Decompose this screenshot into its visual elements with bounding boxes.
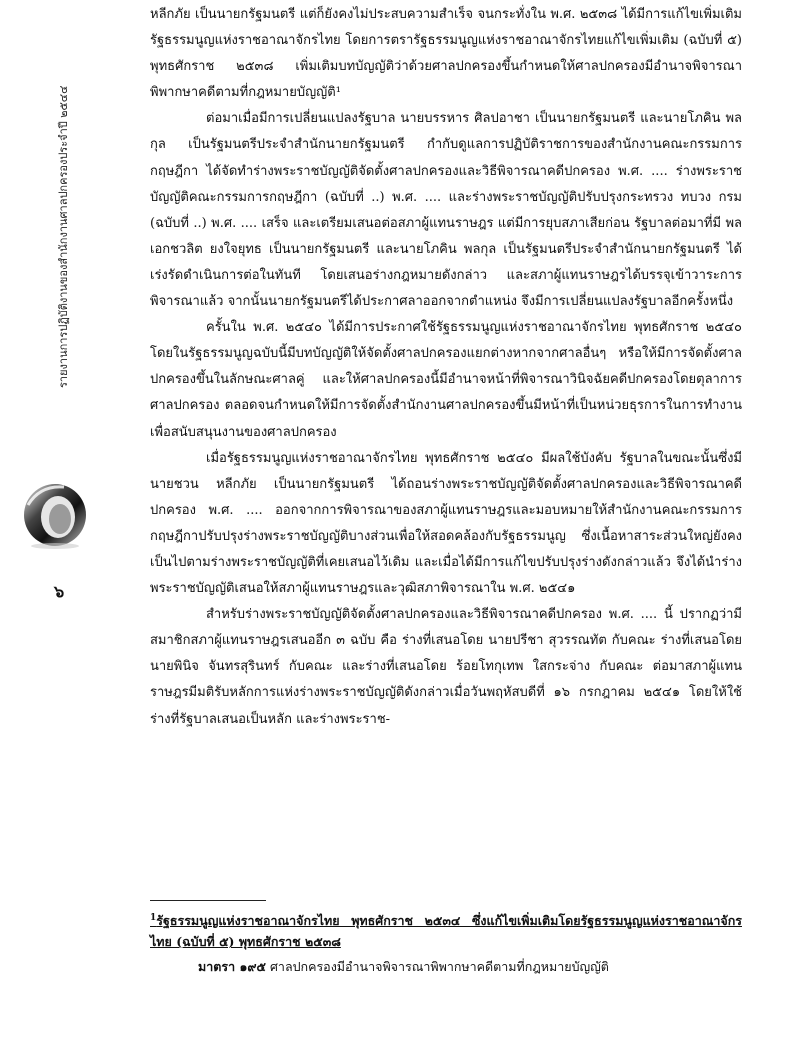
footnote-article-text: ศาลปกครองมีอำนาจพิจารณาพิพากษาคดีตามที่กฎหมายบัญญัติ (266, 959, 609, 975)
footnote-title (150, 908, 742, 952)
footnote-article-label: มาตรา ๑๙๕ (198, 959, 267, 975)
footnotes (150, 908, 742, 977)
paragraph-1: หลีกภัย เป็นนายกรัฐมนตรี แต่ก็ยังคงไม่ประสบความสำเร็จ จนกระทั่งใน พ.ศ. ๒๕๓๘ ได้มีการแก้ไขเพิ่มเติมรัฐธรรมนูญแห่งราชอาณาจักรไทย โดยการตรารัฐธรรมนูญแห่งราชอาณาจักรไทยแก้ไขเพิ่มเติม (ฉบับที่ ๕) พุทธศักราช ๒๕๓๘ เพิ่มเติมบทบัญญัติว่าด้วยศาลปกครองขึ้นกำหนดให้ศาลปกครองมีอำนาจพิจารณาพิพากษาคดีตามที่กฎหมายบัญญัติ¹ (150, 7, 742, 101)
footnote-title-text: รัฐธรรมนูญแห่งราชอาณาจักรไทย พุทธศักราช ๒๕๓๔ ซึ่งแก้ไขเพิ่มเติมโดยรัฐธรรมนูญแห่งราชอาณาจักรไทย (ฉบับที่ ๕) พุทธศักราช ๒๕๓๘ (150, 913, 742, 950)
body-text (150, 2, 742, 733)
paragraph-4: เมื่อรัฐธรรมนูญแห่งราชอาณาจักรไทย พุทธศักราช ๒๕๔๐ มีผลใช้บังคับ รัฐบาลในขณะนั้นซึ่งมีนายชวน หลีกภัย เป็นนายกรัฐมนตรี ได้ถอนร่างพระราชบัญญัติจัดตั้งศาลปกครองและวิธีพิจารณาคดีปกครอง พ.ศ. .... ออกจากการพิจารณาของสภาผู้แทนราษฎรและมอบหมายให้สำนักงานคณะกรรมการกฤษฎีกาปรับปรุงร่างพระราชบัญญัติบางส่วนเพื่อให้สอดคล้องกับรัฐธรรมนูญ ซึ่งเนื้อหาสาระส่วนใหญ่ยังคงเป็นไปตามร่างพระราชบัญญัติที่เคยเสนอไว้เดิม และเมื่อได้มีการแก้ไขปรับปรุงร่างดังกล่าวแล้ว จึงได้นำร่างพระราชบัญญัติเสนอให้สภาผู้แทนราษฎรและวุฒิสภาพิจารณาใน พ.ศ. ๒๕๔๑ (150, 450, 742, 597)
footnote-article (150, 956, 742, 977)
ring-logo-icon (20, 475, 90, 550)
paragraph-2: ต่อมาเมื่อมีการเปลี่ยนแปลงรัฐบาล นายบรรหาร ศิลปอาชา เป็นนายกรัฐมนตรี และนายโภคิน พลกุล เป็นรัฐมนตรีประจำสำนักนายกรัฐมนตรี กำกับดูแลการปฏิบัติราชการของสำนักงานคณะกรรมการกฤษฎีกา ได้จัดทำร่างพระราชบัญญัติจัดตั้งศาลปกครองและวิธีพิจารณาคดีปกครอง พ.ศ. .... ร่างพระราชบัญญัติคณะกรรมการกฤษฎีกา (ฉบับที่ ..) พ.ศ. .... และร่างพระราชบัญญัติปรับปรุงกระทรวง ทบวง กรม (ฉบับที่ ..) พ.ศ. .... เสร็จ และเตรียมเสนอต่อสภาผู้แทนราษฎร แต่มีการยุบสภาเสียก่อน รัฐบาลต่อมาที่มี พลเอกชวลิต ยงใจยุทธ เป็นนายกรัฐมนตรี และนายโภคิน พลกุล เป็นรัฐมนตรีประจำสำนักนายกรัฐมนตรี ได้เร่งรัดดำเนินการต่อในทันที โดยเสนอร่างกฎหมายดังกล่าว และสภาผู้แทนราษฎรได้บรรจุเข้าวาระการพิจารณาแล้ว จากนั้นนายกรัฐมนตรีได้ประกาศลาออกจากตำแหน่ง จึงมีการเปลี่ยนแปลงรัฐบาลอีกครั้งหนึ่ง (150, 111, 742, 310)
paragraph-5: สำหรับร่างพระราชบัญญัติจัดตั้งศาลปกครองและวิธีพิจารณาคดีปกครอง พ.ศ. .... นี้ ปรากฏว่ามีสมาชิกสภาผู้แทนราษฎรเสนออีก ๓ ฉบับ คือ ร่างที่เสนอโดย นายปรีชา สุวรรณทัต กับคณะ ร่างที่เสนอโดย นายพินิจ จันทรสุรินทร์ กับคณะ และร่างที่เสนอโดย ร้อยโทกุเทพ ใสกระจ่าง กับคณะ ต่อมาสภาผู้แทนราษฎรมีมติรับหลักการแห่งร่างพระราชบัญญัติดังกล่าวเมื่อวันพฤหัสบดีที่ ๑๖ กรกฎาคม ๒๕๔๑ โดยให้ใช้ร่างที่รัฐบาลเสนอเป็นหลัก และร่างพระราช- (150, 607, 742, 727)
footnote-divider (150, 900, 266, 901)
footnote-marker: 1 (150, 913, 157, 923)
side-running-header: รายงานการปฏิบัติงานของสำนักงานศาลปกครองประจำปี ๒๕๔๔ (57, 85, 70, 388)
paragraph-3: ครั้นใน พ.ศ. ๒๕๔๐ ได้มีการประกาศใช้รัฐธรรมนูญแห่งราชอาณาจักรไทย พุทธศักราช ๒๕๔๐ โดยในรัฐธรรมนูญฉบับนี้มีบทบัญญัติให้จัดตั้งศาลปกครองแยกต่างหากจากศาลอื่นๆ หรือให้มีการจัดตั้งศาลปกครองขึ้นในลักษณะศาลคู่ และให้ศาลปกครองนี้มีอำนาจหน้าที่พิจารณาวินิจฉัยคดีปกครองโดยตุลาการศาลปกครอง ตลอดจนกำหนดให้มีการจัดตั้งสำนักงานศาลปกครองขึ้นมีหน้าที่เป็นหน่วยธุรการในการทำงานเพื่อสนับสนุนงานของศาลปกครอง (150, 320, 742, 440)
page-number: ๖ (54, 582, 65, 601)
